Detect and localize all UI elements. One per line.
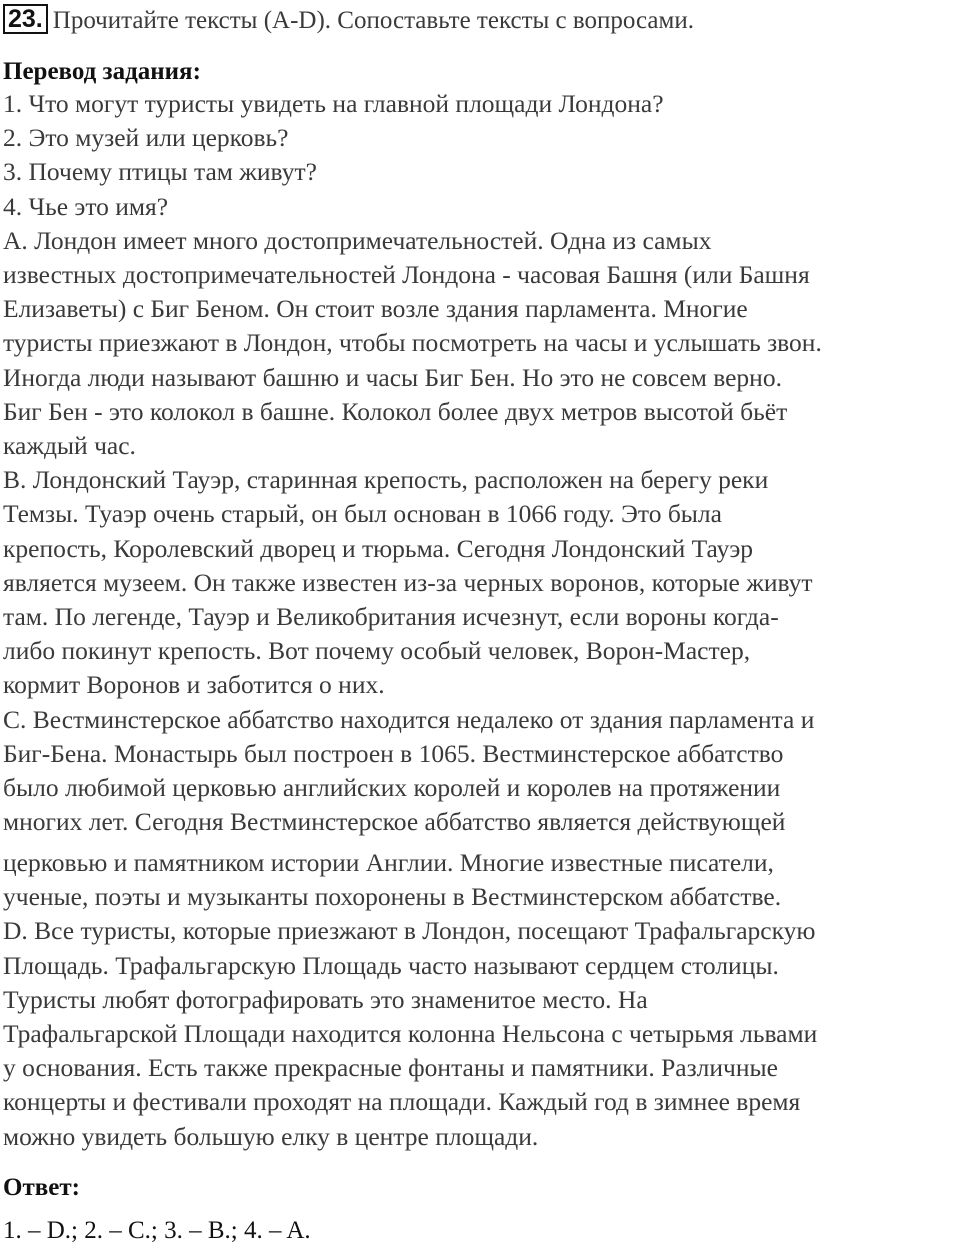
text-line: каждый час. bbox=[3, 431, 136, 461]
translation-text-block-2 bbox=[3, 846, 960, 1154]
text-line: Иногда люди называют башню и часы Биг Бен. Но это не совсем верно. bbox=[3, 362, 782, 392]
answer-text: 1. – D.; 2. – C.; 3. – B.; 4. – A. bbox=[3, 1217, 311, 1244]
translation-heading: Перевод задания: bbox=[3, 58, 201, 85]
text-line: там. По легенде, Тауэр и Великобритания исчезнут, если вороны когда- bbox=[3, 602, 779, 632]
text-line: 3. Почему птицы там живут? bbox=[3, 157, 317, 187]
text-line: Площадь. Трафальгарскую Площадь часто называют сердцем столицы. bbox=[3, 950, 779, 980]
text-line: A. Лондон имеет много достопримечательностей. Одна из самых bbox=[3, 225, 712, 255]
text-line: многих лет. Сегодня Вестминстерское аббатство является действующей bbox=[3, 807, 786, 837]
text-line: ученые, поэты и музыканты похоронены в Вестминстерском аббатстве. bbox=[3, 882, 782, 912]
text-line: крепость, Королевский дворец и тюрьма. Сегодня Лондонский Тауэр bbox=[3, 533, 754, 563]
task-instruction: Прочитайте тексты (A-D). Сопоставьте тексты с вопросами. bbox=[52, 7, 694, 34]
text-line: у основания. Есть также прекрасные фонтаны и памятники. Различные bbox=[3, 1053, 778, 1083]
text-line: C. Вестминстерское аббатство находится недалеко от здания парламента и bbox=[3, 704, 815, 734]
translation-text-block-1 bbox=[3, 87, 960, 839]
text-line: можно увидеть большую елку в центре площади. bbox=[3, 1121, 539, 1151]
task-header bbox=[3, 4, 694, 38]
text-line: было любимой церковью английских королей и королев на протяжении bbox=[3, 773, 781, 803]
text-line: Биг-Бена. Монастырь был построен в 1065. Вестминстерское аббатство bbox=[3, 738, 784, 768]
text-line: Елизаветы) с Биг Беном. Он стоит возле здания парламента. Многие bbox=[3, 294, 748, 324]
text-line: Темзы. Туаэр очень старый, он был основан в 1066 году. Это была bbox=[3, 499, 722, 529]
task-number-badge: 23. bbox=[3, 4, 48, 34]
text-line: Туристы любят фотографировать это знаменитое место. На bbox=[3, 984, 648, 1014]
text-line: D. Все туристы, которые приезжают в Лондон, посещают Трафальгарскую bbox=[3, 916, 816, 946]
text-line: 1. Что могут туристы увидеть на главной площади Лондона? bbox=[3, 89, 664, 118]
text-line: туристы приезжают в Лондон, чтобы посмотреть на часы и услышать звон. bbox=[3, 328, 822, 358]
text-line: B. Лондонский Тауэр, старинная крепость, расположен на берегу реки bbox=[3, 465, 769, 495]
text-line: 4. Чье это имя? bbox=[3, 191, 169, 221]
text-line: Трафальгарской Площади находится колонна Нельсона с четырьмя львами bbox=[3, 1019, 818, 1049]
text-line: концерты и фестивали проходят на площади. Каждый год в зимнее время bbox=[3, 1087, 801, 1117]
text-line: либо покинут крепость. Вот почему особый человек, Ворон-Мастер, bbox=[3, 636, 751, 666]
text-line: церковью и памятником истории Англии. Многие известные писатели, bbox=[3, 848, 774, 877]
answer-heading: Ответ: bbox=[3, 1174, 80, 1201]
text-line: является музеем. Он также известен из-за черных воронов, которые живут bbox=[3, 567, 813, 597]
text-line: кормит Воронов и заботится о них. bbox=[3, 670, 385, 700]
text-line: Биг Бен - это колокол в башне. Колокол более двух метров высотой бьёт bbox=[3, 396, 788, 426]
text-line: известных достопримечательностей Лондона - часовая Башня (или Башня bbox=[3, 260, 810, 290]
text-line: 2. Это музей или церковь? bbox=[3, 123, 289, 153]
